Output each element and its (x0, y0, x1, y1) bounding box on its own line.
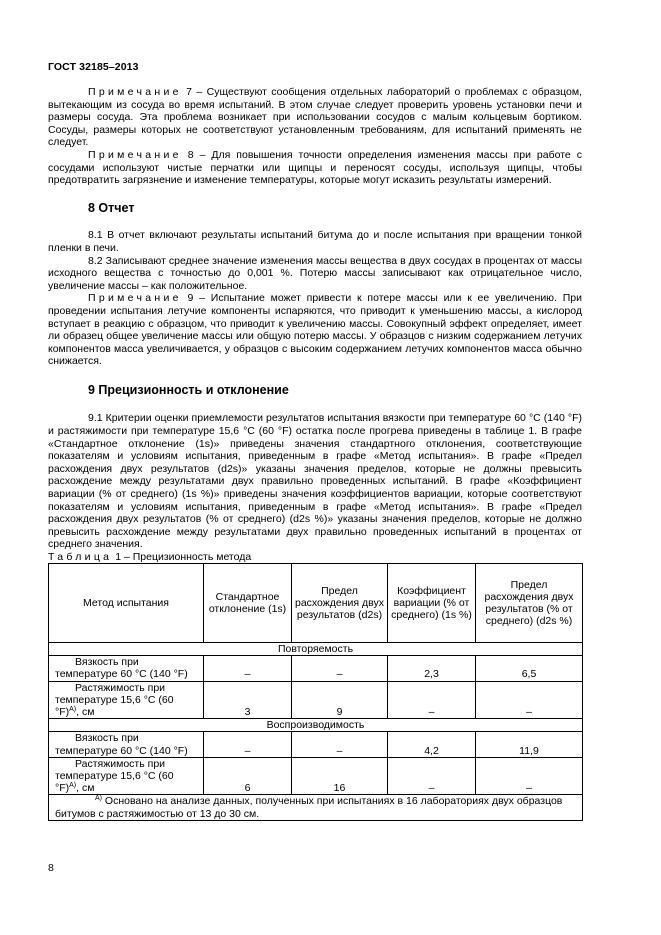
table-header-row (49, 564, 583, 643)
value-cell: 4,2 (388, 732, 476, 757)
paragraph-8-1: 8.1 В отчет включают результаты испытаний битума до и после испытания при вращении тонкой пленки в печи. (48, 229, 582, 254)
note-7-label: Примечание (88, 86, 182, 98)
section-row-reproducibility (49, 719, 583, 732)
value-cell: – (204, 656, 292, 681)
paragraph-8-2: 8.2 Записывают среднее значение изменения массы вещества в двух сосудах в процентах от массы исходного вещества с точностью до 0,001 %. Потерю массы записывают как отрицательное число, увеличение массы – как положительное. (48, 254, 582, 292)
method-cell (49, 681, 204, 719)
value-cell: 2,3 (388, 656, 476, 681)
method-text: Растяжимость при температуре 15,6 °С (60 °F) (55, 757, 174, 795)
note-8-text: 8 – Для повышения точности определения изменения массы при работе с сосудами используют чистые перчатки или щипцы и переносят сосуды, используя щипцы, чтобы предотвратить загрязнение и изменение температуры, которые могут исказить результаты измерений. (48, 148, 582, 187)
footnote-mark: А) (69, 706, 77, 714)
note-8-label: Примечание (88, 148, 182, 161)
note-9 (48, 292, 582, 368)
value-cell: 6,5 (476, 656, 583, 681)
note-8 (48, 149, 582, 187)
footnote-mark: А) (95, 795, 102, 803)
note-9-text: 9 – Испытание может привести к потере массы или к ее увеличению. При проведении испытания летучие компоненты испаряются, что приводит к уменьшению массы, а кислород вступает в реакцию с образцом, что приводит к увеличению массы. Совокупный эффект определяет, имеет ли образец общее увеличение массы или общую потерю массы. У образцов с низким содержанием летучих компонентов масса увеличивается, у образцов с высоким содержанием летучих компонентов масса обычно снижается. (48, 292, 582, 368)
value-cell: – (388, 757, 476, 795)
value-cell: – (292, 732, 388, 757)
method-text: Вязкость при температуре 60 °С (140 °F) (55, 656, 188, 681)
table-footnote (49, 795, 583, 820)
section-9-heading: 9 Прецизионность и отклонение (88, 382, 289, 397)
unit-text: , см (76, 706, 95, 719)
table-row (49, 656, 583, 681)
page-number: 8 (48, 862, 54, 874)
header-std-dev: Стандартное отклонение (1s) (204, 564, 292, 643)
note-7-text: 7 – Существуют сообщения отдельных лабораторий о проблемах с образцом, вытекающим из сосуда во время испытаний. В этом случае следует проверить уровень установки печи и размеры сосуда. Эта проблема возникает при использовании сосудов с малым кольцевым бортиком. Сосуды, размеры которых не соответствуют установленным требованиям, для испытаний применять не следует. (48, 86, 582, 149)
value-cell: – (476, 757, 583, 795)
header-d2s-percent: Предел расхождения двух результатов (% от среднего) (d2s %) (476, 564, 583, 643)
page-content (48, 86, 582, 821)
table-caption-label: Таблица (48, 551, 113, 563)
header-method: Метод испытания (49, 564, 204, 643)
value-cell: – (388, 681, 476, 719)
method-text: Растяжимость при температуре 15,6 °С (60 °F) (55, 681, 174, 719)
footnote-mark: А) (69, 782, 77, 790)
value-cell: – (292, 656, 388, 681)
method-cell (49, 757, 204, 795)
table-row (49, 681, 583, 719)
value-cell: 11,9 (476, 732, 583, 757)
note-7 (48, 86, 582, 149)
method-cell (49, 656, 204, 681)
table-caption-text: 1 – Прецизионность метода (112, 551, 252, 563)
section-8-heading: 8 Отчет (88, 200, 135, 215)
method-cell (49, 732, 204, 757)
table-row (49, 757, 583, 795)
method-text: Вязкость при температуре 60 °С (140 °F) (55, 732, 188, 757)
value-cell: 9 (292, 681, 388, 719)
note-9-label: Примечание (88, 292, 182, 305)
value-cell: – (204, 732, 292, 757)
footnote-text: Основано на анализе данных, полученных при испытаниях в 16 лабораториях двух образцов битумов с растяжимостью от 13 до 30 см. (55, 795, 563, 820)
header-cv: Коэффициент вариации (% от среднего) (1s %) (388, 564, 476, 643)
value-cell: 6 (204, 757, 292, 795)
value-cell: – (476, 681, 583, 719)
section-title: Повторяемость (49, 643, 583, 656)
header-d2s: Предел расхождения двух результатов (d2s) (292, 564, 388, 643)
section-row-repeatability (49, 643, 583, 656)
footnote-row (49, 795, 583, 820)
value-cell: 3 (204, 681, 292, 719)
paragraph-9-1: 9.1 Критерии оценки приемлемости результатов испытания вязкости при температуре 60 °С (140 °F) и растяжимости при температуре 15,6 °С (60 °F) остатка после прогрева приведены в таблице 1. В графе «Стандартное отклонение (1s)» приведены значения стандартного отклонения, соответствующие показателям и условиям испытания, приведенным в графе «Метод испытания». В графе «Предел расхождения двух результатов (d2s)» указаны значения пределов, которые не должны превысить расхождение между результатами двух правильно проведенных испытаний. В графе «Коэффициент вариации (% от среднего) (1s %)» приведены значения коэффициентов вариации, которые соответствуют показателям и условиям испытания, приведенным в графе «Метод испытания». В графе «Предел расхождения двух результатов (% от среднего) (d2s %)» указаны значения пределов, которые не должно превысить расхождение между результатами двух правильно проведенных испытаний в процентах от среднего значения. (48, 412, 582, 551)
unit-text: , см (76, 782, 95, 795)
table-caption (48, 551, 582, 563)
standard-header: ГОСТ 32185–2013 (48, 61, 139, 73)
value-cell: 16 (292, 757, 388, 795)
table-row (49, 732, 583, 757)
section-title: Воспроизводимость (49, 719, 583, 732)
precision-table (48, 563, 583, 821)
